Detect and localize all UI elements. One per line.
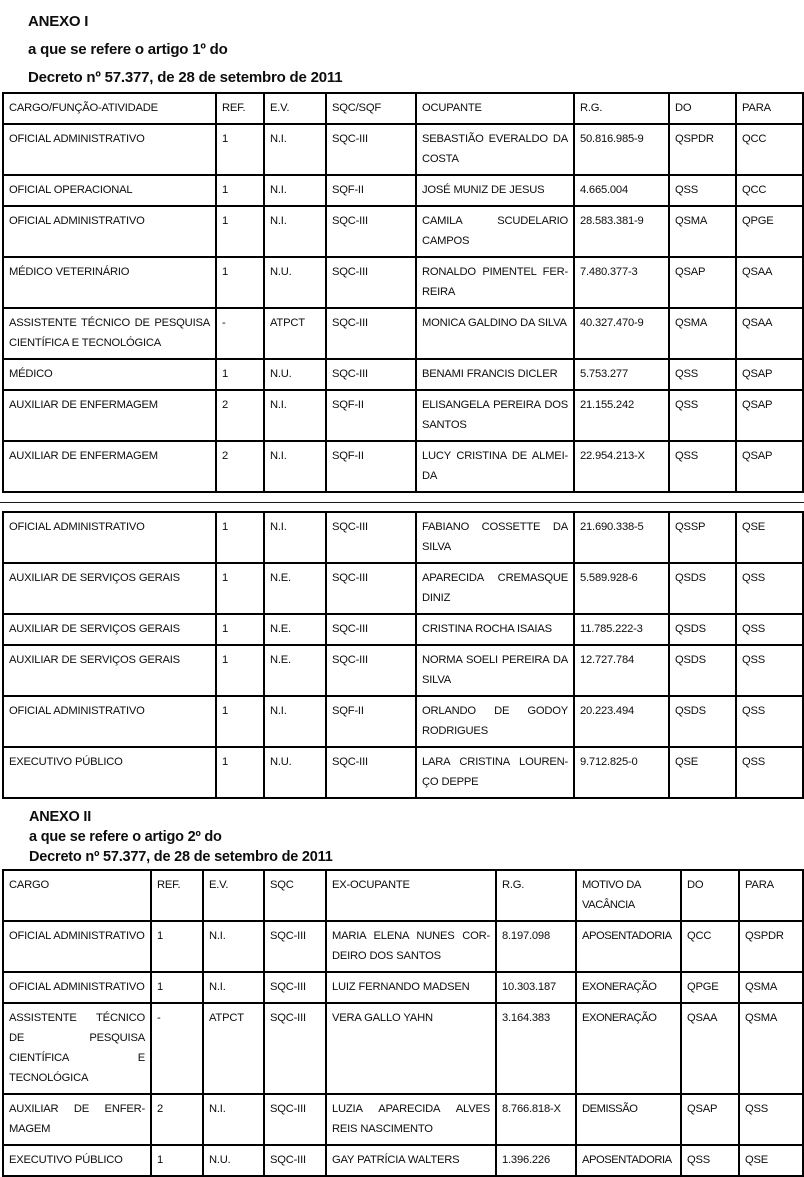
table-row bbox=[3, 1003, 803, 1094]
table-cell: 1 bbox=[216, 645, 264, 696]
table-cell: 22.954.213-X bbox=[574, 441, 669, 492]
table-cell: OFICIAL ADMINISTRATIVO bbox=[3, 512, 216, 563]
table-cell: N.I. bbox=[264, 696, 326, 747]
table-cell: 8.766.818-X bbox=[496, 1094, 576, 1145]
table-cell: QSAA bbox=[736, 257, 803, 308]
table-cell: ORLANDO DE GODOY RODRIGUES bbox=[416, 696, 574, 747]
table-cell: QSE bbox=[736, 512, 803, 563]
anexo1-table-part2 bbox=[2, 511, 804, 799]
column-header: OCUPANTE bbox=[416, 93, 574, 124]
table-cell: QPGE bbox=[681, 972, 739, 1003]
table-cell: 8.197.098 bbox=[496, 921, 576, 972]
table-cell: QSDS bbox=[669, 645, 736, 696]
column-header: MOTIVO DA VACÂNCIA bbox=[576, 870, 681, 921]
table-cell: 40.327.470-9 bbox=[574, 308, 669, 359]
column-header: SQC/SQF bbox=[326, 93, 416, 124]
table-cell: AUXILIAR DE SERVIÇOS GERAIS bbox=[3, 645, 216, 696]
table-cell: QSS bbox=[736, 563, 803, 614]
anexo1-title: ANEXO I bbox=[28, 13, 89, 30]
table-cell: SQC-III bbox=[326, 747, 416, 798]
table-cell: 1 bbox=[216, 512, 264, 563]
column-header: DO bbox=[669, 93, 736, 124]
anexo2-decree-line: Decreto nº 57.377, de 28 de setembro de 2011 bbox=[29, 849, 333, 865]
table-cell: 1 bbox=[216, 696, 264, 747]
table-cell: QSPDR bbox=[739, 921, 803, 972]
table-cell: OFICIAL ADMINISTRATIVO bbox=[3, 972, 151, 1003]
table-cell: N.I. bbox=[264, 512, 326, 563]
table-row bbox=[3, 614, 803, 645]
table-cell: 1 bbox=[151, 972, 203, 1003]
table-cell: QSS bbox=[681, 1145, 739, 1176]
table-cell: 21.690.338-5 bbox=[574, 512, 669, 563]
table-row bbox=[3, 696, 803, 747]
table-cell: SQF-II bbox=[326, 175, 416, 206]
table-cell: AUXILIAR DE ENFERMAGEM bbox=[3, 441, 216, 492]
table-cell: SQC-III bbox=[326, 645, 416, 696]
table-cell: SQC-III bbox=[326, 124, 416, 175]
table-row bbox=[3, 563, 803, 614]
table-cell: EXECUTIVO PÚBLICO bbox=[3, 747, 216, 798]
header-row bbox=[3, 870, 803, 921]
table-cell: MÉDICO bbox=[3, 359, 216, 390]
table-cell: QSMA bbox=[739, 1003, 803, 1094]
table-cell: 7.480.377-3 bbox=[574, 257, 669, 308]
table-cell: CAMILA SCUDELARIO CAMPOS bbox=[416, 206, 574, 257]
table-cell: 5.589.928-6 bbox=[574, 563, 669, 614]
table-cell: SQC-III bbox=[326, 512, 416, 563]
table-cell: 21.155.242 bbox=[574, 390, 669, 441]
column-header: R.G. bbox=[574, 93, 669, 124]
table-cell: SQC-III bbox=[326, 308, 416, 359]
table-cell: 12.727.784 bbox=[574, 645, 669, 696]
table-cell: 11.785.222-3 bbox=[574, 614, 669, 645]
table-cell: EXONERAÇÃO bbox=[576, 1003, 681, 1094]
anexo1-heading bbox=[28, 8, 804, 92]
table-cell: AUXILIAR DE SERVIÇOS GERAIS bbox=[3, 614, 216, 645]
table-cell: N.U. bbox=[264, 257, 326, 308]
table-cell: QSDS bbox=[669, 563, 736, 614]
table-cell: QSMA bbox=[669, 206, 736, 257]
column-header: REF. bbox=[216, 93, 264, 124]
table-cell: 1 bbox=[216, 614, 264, 645]
table-cell: QSS bbox=[736, 747, 803, 798]
table-cell: DEMISSÃO bbox=[576, 1094, 681, 1145]
table-cell: SQC-III bbox=[326, 614, 416, 645]
anexo1-subtitle: a que se refere o artigo 1º do bbox=[28, 41, 228, 58]
table-cell: SQC-III bbox=[264, 972, 326, 1003]
table-cell: QSDS bbox=[669, 614, 736, 645]
table-cell: RONALDO PIMENTEL FER-REIRA bbox=[416, 257, 574, 308]
table-cell: LUCY CRISTINA DE ALMEI-DA bbox=[416, 441, 574, 492]
anexo2-subtitle: a que se refere o artigo 2º do bbox=[29, 829, 222, 845]
table-cell: QPGE bbox=[736, 206, 803, 257]
table-cell: JOSÉ MUNIZ DE JESUS bbox=[416, 175, 574, 206]
table-cell: ATPCT bbox=[264, 308, 326, 359]
table-cell: QCC bbox=[736, 175, 803, 206]
table-row bbox=[3, 390, 803, 441]
table-cell: QSAP bbox=[681, 1094, 739, 1145]
table-cell: QSS bbox=[669, 390, 736, 441]
table-cell: N.I. bbox=[264, 175, 326, 206]
column-header: E.V. bbox=[203, 870, 264, 921]
table-cell: 2 bbox=[151, 1094, 203, 1145]
table-cell: SQF-II bbox=[326, 441, 416, 492]
table-cell: N.U. bbox=[264, 359, 326, 390]
table-cell: - bbox=[151, 1003, 203, 1094]
table-cell: QSPDR bbox=[669, 124, 736, 175]
table-cell: 1.396.226 bbox=[496, 1145, 576, 1176]
table-row bbox=[3, 308, 803, 359]
table-cell: N.E. bbox=[264, 563, 326, 614]
table-cell: 3.164.383 bbox=[496, 1003, 576, 1094]
section-divider bbox=[0, 502, 804, 503]
table-cell: ELISANGELA PEREIRA DOS SANTOS bbox=[416, 390, 574, 441]
table-cell: QCC bbox=[681, 921, 739, 972]
table-cell: QSS bbox=[669, 441, 736, 492]
table-row bbox=[3, 359, 803, 390]
table-cell: SQC-III bbox=[326, 359, 416, 390]
table-cell: 1 bbox=[216, 563, 264, 614]
table-cell: QSE bbox=[669, 747, 736, 798]
table-cell: SQC-III bbox=[264, 1003, 326, 1094]
table-cell: N.I. bbox=[203, 972, 264, 1003]
table-cell: QSS bbox=[739, 1094, 803, 1145]
table-cell: QSMA bbox=[669, 308, 736, 359]
table-cell: 1 bbox=[216, 257, 264, 308]
column-header: E.V. bbox=[264, 93, 326, 124]
table-cell: MARIA ELENA NUNES COR-DEIRO DOS SANTOS bbox=[326, 921, 496, 972]
column-header: PARA bbox=[739, 870, 803, 921]
table-cell: 2 bbox=[216, 441, 264, 492]
table-cell: 1 bbox=[151, 1145, 203, 1176]
table-cell: 1 bbox=[216, 747, 264, 798]
table-cell: MONICA GALDINO DA SILVA bbox=[416, 308, 574, 359]
table-cell: AUXILIAR DE SERVIÇOS GERAIS bbox=[3, 563, 216, 614]
table-row bbox=[3, 747, 803, 798]
column-header: REF. bbox=[151, 870, 203, 921]
table-cell: N.E. bbox=[264, 645, 326, 696]
table-cell: QSS bbox=[736, 614, 803, 645]
table-cell: N.I. bbox=[203, 921, 264, 972]
table-cell: QSAP bbox=[736, 441, 803, 492]
table-cell: APOSENTADORIA bbox=[576, 921, 681, 972]
table-cell: 1 bbox=[216, 206, 264, 257]
table-cell: SQF-II bbox=[326, 696, 416, 747]
table-cell: 1 bbox=[151, 921, 203, 972]
table-row bbox=[3, 206, 803, 257]
table-cell: ATPCT bbox=[203, 1003, 264, 1094]
table-row bbox=[3, 441, 803, 492]
table-cell: - bbox=[216, 308, 264, 359]
table-cell: LUIZ FERNANDO MADSEN bbox=[326, 972, 496, 1003]
table-cell: LUZIA APARECIDA ALVES REIS NASCIMENTO bbox=[326, 1094, 496, 1145]
table-row bbox=[3, 257, 803, 308]
table-cell: LARA CRISTINA LOUREN-ÇO DEPPE bbox=[416, 747, 574, 798]
column-header: SQC bbox=[264, 870, 326, 921]
table-cell: QSAP bbox=[736, 359, 803, 390]
table-cell: CRISTINA ROCHA ISAIAS bbox=[416, 614, 574, 645]
table-cell: N.E. bbox=[264, 614, 326, 645]
table-cell: EXECUTIVO PÚBLICO bbox=[3, 1145, 151, 1176]
table-cell: 1 bbox=[216, 175, 264, 206]
table-cell: 50.816.985-9 bbox=[574, 124, 669, 175]
table-row bbox=[3, 1145, 803, 1176]
table-cell: SQC-III bbox=[326, 257, 416, 308]
table-cell: OFICIAL ADMINISTRATIVO bbox=[3, 921, 151, 972]
table-cell: AUXILIAR DE ENFER-MAGEM bbox=[3, 1094, 151, 1145]
table-cell: QSAA bbox=[681, 1003, 739, 1094]
table-cell: QSSP bbox=[669, 512, 736, 563]
table-cell: OFICIAL ADMINISTRATIVO bbox=[3, 124, 216, 175]
table-cell: 1 bbox=[216, 359, 264, 390]
table-row bbox=[3, 175, 803, 206]
table-cell: ASSISTENTE TÉCNICO DE PESQUISA CIENTÍFICA E TECNOLÓGICA bbox=[3, 308, 216, 359]
table-cell: MÉDICO VETERINÁRIO bbox=[3, 257, 216, 308]
table-cell: 4.665.004 bbox=[574, 175, 669, 206]
table-cell: 1 bbox=[216, 124, 264, 175]
column-header: EX-OCUPANTE bbox=[326, 870, 496, 921]
table-cell: QCC bbox=[736, 124, 803, 175]
table-cell: QSS bbox=[736, 696, 803, 747]
table-cell: N.U. bbox=[264, 747, 326, 798]
table-cell: EXONERAÇÃO bbox=[576, 972, 681, 1003]
table-row bbox=[3, 512, 803, 563]
table-cell: OFICIAL ADMINISTRATIVO bbox=[3, 696, 216, 747]
table-row bbox=[3, 921, 803, 972]
table-cell: QSS bbox=[736, 645, 803, 696]
table-cell: N.I. bbox=[264, 206, 326, 257]
column-header: PARA bbox=[736, 93, 803, 124]
table-cell: QSS bbox=[669, 359, 736, 390]
table-cell: N.I. bbox=[264, 441, 326, 492]
table-cell: APOSENTADORIA bbox=[576, 1145, 681, 1176]
column-header: R.G. bbox=[496, 870, 576, 921]
table-cell: SQC-III bbox=[326, 563, 416, 614]
table-cell: 28.583.381-9 bbox=[574, 206, 669, 257]
anexo1-decree-line: Decreto nº 57.377, de 28 de setembro de 2011 bbox=[28, 69, 343, 86]
table-row bbox=[3, 645, 803, 696]
table-cell: QSMA bbox=[739, 972, 803, 1003]
table-cell: N.I. bbox=[203, 1094, 264, 1145]
table-cell: 9.712.825-0 bbox=[574, 747, 669, 798]
column-header: CARGO/FUNÇÃO-ATIVIDADE bbox=[3, 93, 216, 124]
table-cell: ASSISTENTE TÉCNICO DE PESQUISA CIENTÍFICA E TECNOLÓGICA bbox=[3, 1003, 151, 1094]
table-row bbox=[3, 1094, 803, 1145]
table-cell: SQC-III bbox=[326, 206, 416, 257]
column-header: DO bbox=[681, 870, 739, 921]
header-row bbox=[3, 93, 803, 124]
table-cell: QSDS bbox=[669, 696, 736, 747]
table-cell: SEBASTIÃO EVERALDO DA COSTA bbox=[416, 124, 574, 175]
table-cell: OFICIAL OPERACIONAL bbox=[3, 175, 216, 206]
table-cell: BENAMI FRANCIS DICLER bbox=[416, 359, 574, 390]
table-cell: GAY PATRÍCIA WALTERS bbox=[326, 1145, 496, 1176]
table-cell: AUXILIAR DE ENFERMAGEM bbox=[3, 390, 216, 441]
table-cell: 10.303.187 bbox=[496, 972, 576, 1003]
table-cell: SQC-III bbox=[264, 1094, 326, 1145]
table-cell: 20.223.494 bbox=[574, 696, 669, 747]
column-header: CARGO bbox=[3, 870, 151, 921]
table-cell: QSAP bbox=[736, 390, 803, 441]
anexo2-title: ANEXO II bbox=[29, 809, 92, 825]
table-cell: QSS bbox=[669, 175, 736, 206]
table-cell: OFICIAL ADMINISTRATIVO bbox=[3, 206, 216, 257]
table-cell: 5.753.277 bbox=[574, 359, 669, 390]
table-cell: 2 bbox=[216, 390, 264, 441]
table-cell: NORMA SOELI PEREIRA DA SILVA bbox=[416, 645, 574, 696]
table-cell: N.U. bbox=[203, 1145, 264, 1176]
table-cell: QSAP bbox=[669, 257, 736, 308]
anexo2-table bbox=[2, 869, 804, 1177]
table-cell: QSAA bbox=[736, 308, 803, 359]
table-row bbox=[3, 972, 803, 1003]
table-cell: N.I. bbox=[264, 124, 326, 175]
anexo1-table-part1 bbox=[2, 92, 804, 493]
table-cell: FABIANO COSSETTE DA SILVA bbox=[416, 512, 574, 563]
table-cell: SQF-II bbox=[326, 390, 416, 441]
table-cell: VERA GALLO YAHN bbox=[326, 1003, 496, 1094]
anexo2-heading bbox=[29, 807, 804, 867]
table-cell: N.I. bbox=[264, 390, 326, 441]
table-cell: SQC-III bbox=[264, 921, 326, 972]
table-cell: SQC-III bbox=[264, 1145, 326, 1176]
table-cell: APARECIDA CREMASQUE DINIZ bbox=[416, 563, 574, 614]
table-row bbox=[3, 124, 803, 175]
table-cell: QSE bbox=[739, 1145, 803, 1176]
